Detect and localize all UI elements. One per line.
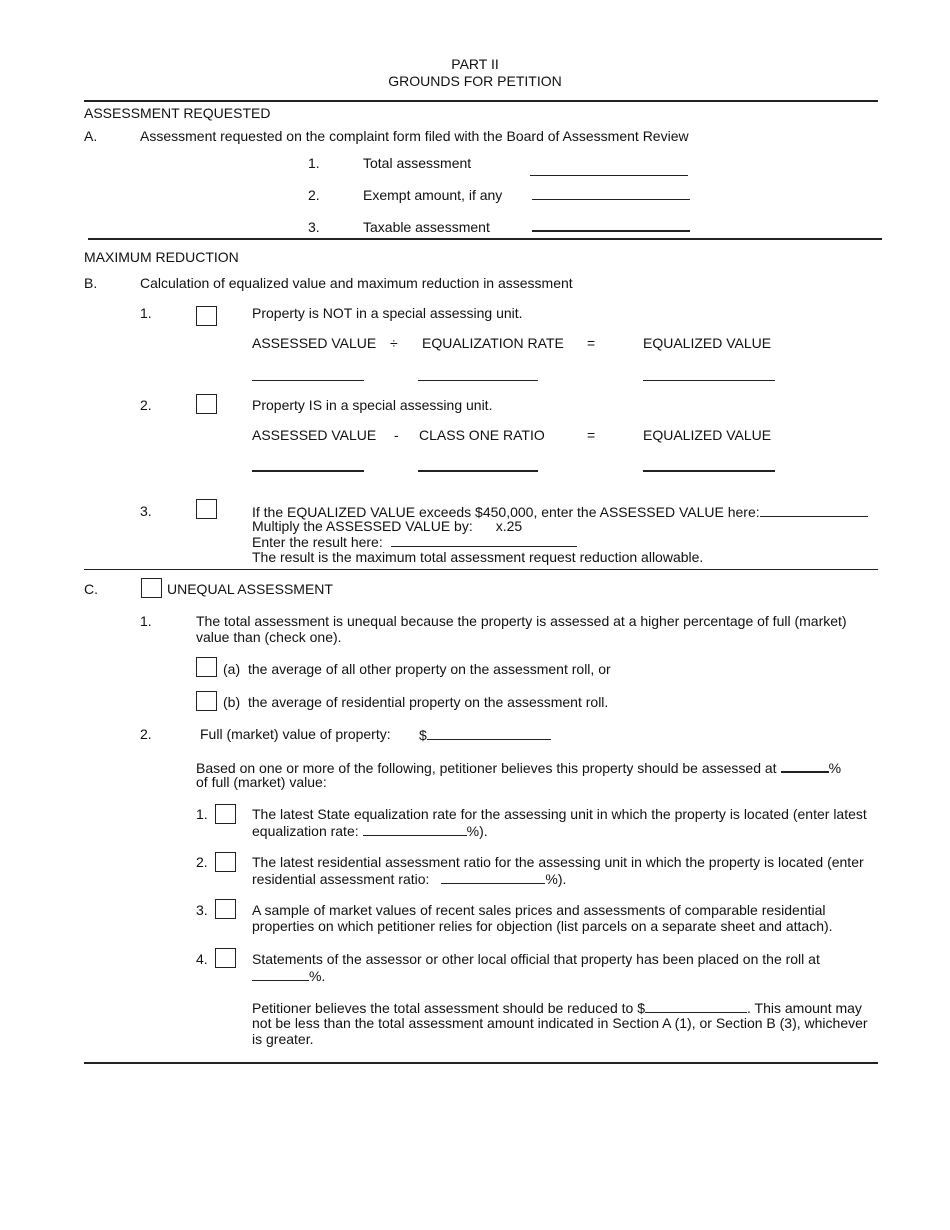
full-market-value-label: Full (market) value of property:: [200, 726, 391, 742]
b2-class-one-ratio-label: CLASS ONE RATIO: [419, 427, 545, 443]
full-market-value-field[interactable]: [427, 726, 551, 740]
page-title: GROUNDS FOR PETITION: [388, 73, 562, 89]
market-sample-checkbox[interactable]: [215, 899, 236, 919]
b1-equalized-value-field[interactable]: [643, 380, 775, 381]
section-c-letter: C.: [84, 581, 98, 597]
b3-result-text: Enter the result here:: [252, 534, 383, 550]
sub-item-1-suffix: %).: [466, 823, 488, 839]
is-special-unit-checkbox[interactable]: [196, 394, 217, 414]
sub-item-3-line-2: properties on which petitioner relies for objection (list parcels on a separate sheet and attach).: [252, 918, 833, 934]
conclusion-line-2: not be less than the total assessment amount indicated in Section A (1), or Section B (3), whichever: [252, 1015, 868, 1031]
section-a-item-3-num: 3.: [308, 219, 320, 235]
b1-assessed-value-field[interactable]: [252, 380, 364, 381]
section-b-letter: B.: [84, 275, 98, 291]
b1-equals-operator: =: [587, 335, 596, 351]
state-equalization-rate-checkbox[interactable]: [215, 804, 236, 824]
conclusion-line-1: [252, 999, 862, 1016]
taxable-assessment-field[interactable]: [532, 230, 690, 232]
b3-result-field[interactable]: [391, 533, 577, 547]
section-a-item-1-num: 1.: [308, 155, 320, 171]
b3-assessed-value-field[interactable]: [760, 503, 868, 517]
section-b-heading: MAXIMUM REDUCTION: [84, 249, 239, 265]
b1-equalized-value-label: EQUALIZED VALUE: [643, 335, 772, 351]
b1-equalization-rate-label: EQUALIZATION RATE: [422, 335, 564, 351]
sub-item-4-suffix: %.: [309, 968, 326, 984]
option-a-text: the average of all other property on the assessment roll, or: [248, 661, 611, 677]
reduced-assessment-field[interactable]: [645, 999, 747, 1013]
conclusion-suffix: . This amount may: [747, 1000, 862, 1016]
dollar-sign: $: [419, 727, 427, 743]
divider: [84, 1062, 878, 1064]
assessed-percent-field[interactable]: [781, 758, 829, 773]
section-c-heading: UNEQUAL ASSESSMENT: [167, 581, 333, 597]
b3-line-1-text: If the EQUALIZED VALUE exceeds $450,000, enter the ASSESSED VALUE here:: [252, 504, 760, 520]
sub-item-1-prefix: equalization rate:: [252, 823, 359, 839]
b2-equalized-value-field[interactable]: [643, 470, 775, 472]
sub-item-2-suffix: %).: [545, 871, 567, 887]
sub-item-4-line-1: Statements of the assessor or other local official that property has been placed on the roll at: [252, 951, 820, 967]
b-item-2-text: Property IS in a special assessing unit.: [252, 397, 493, 413]
b3-line-3: [252, 533, 577, 550]
b3-line-2: [252, 518, 522, 534]
based-on-line-2: of full (market) value:: [196, 774, 327, 790]
option-a-label: (a): [223, 661, 241, 677]
b1-divide-operator: ÷: [390, 335, 398, 351]
b2-assessed-value-label: ASSESSED VALUE: [252, 427, 377, 443]
sub-item-1-num: 1.: [196, 806, 208, 822]
section-a-item-2-num: 2.: [308, 187, 320, 203]
full-market-value-line: [419, 726, 551, 743]
section-a-item-3-label: Taxable assessment: [363, 219, 490, 235]
c-item-1-text: The total assessment is unequal because the property is assessed at a higher percentage of full (market) value than (check one).: [196, 613, 847, 645]
sub-item-3-line-1: A sample of market values of recent sales prices and assessments of comparable residential: [252, 902, 826, 918]
b1-assessed-value-label: ASSESSED VALUE: [252, 335, 377, 351]
sub-item-2-num: 2.: [196, 854, 208, 870]
sub-item-1-line-1: The latest State equalization rate for the assessing unit in which the property is located (enter latest: [252, 806, 867, 822]
b3-line-4: The result is the maximum total assessment request reduction allowable.: [252, 549, 704, 565]
section-b-description: Calculation of equalized value and maximum reduction in assessment: [140, 275, 573, 291]
b2-equalized-value-label: EQUALIZED VALUE: [643, 427, 772, 443]
b3-multiply-text: Multiply the ASSESSED VALUE by:: [252, 518, 473, 534]
residential-ratio-checkbox[interactable]: [215, 852, 236, 872]
residential-ratio-field[interactable]: [441, 870, 545, 884]
section-a-letter: A.: [84, 128, 98, 144]
divider: [84, 569, 878, 570]
option-b-label: (b): [223, 694, 241, 710]
unequal-assessment-checkbox[interactable]: [141, 578, 162, 598]
sub-item-2-line-2: [252, 870, 566, 887]
section-a-description: Assessment requested on the complaint form filed with the Board of Assessment Review: [140, 128, 689, 144]
b-item-1-text: Property is NOT in a special assessing unit.: [252, 305, 523, 321]
sub-item-4-num: 4.: [196, 951, 208, 967]
option-a-checkbox[interactable]: [196, 657, 217, 677]
b-item-1-num: 1.: [140, 305, 152, 321]
based-on-text: Based on one or more of the following, petitioner believes this property should be assessed at: [196, 760, 777, 776]
section-a-item-1-label: Total assessment: [363, 155, 472, 171]
exempt-amount-field[interactable]: [532, 199, 690, 200]
divider: [88, 238, 882, 240]
section-a-item-2-label: Exempt amount, if any: [363, 187, 503, 203]
checkbox-edge-mark: [216, 693, 217, 710]
sub-item-2-line-1: The latest residential assessment ratio for the assessing unit in which the property is located (enter: [252, 854, 864, 870]
b2-class-one-ratio-field[interactable]: [418, 470, 538, 472]
part-label: PART II: [451, 56, 499, 72]
checkbox-edge-mark: [216, 659, 217, 676]
b-item-2-num: 2.: [140, 397, 152, 413]
option-b-checkbox[interactable]: [196, 691, 217, 711]
b2-equals-operator: =: [587, 427, 596, 443]
option-b-text: the average of residential property on the assessment roll.: [248, 694, 609, 710]
sub-item-3-num: 3.: [196, 902, 208, 918]
conclusion-line-3: is greater.: [252, 1031, 314, 1047]
c-item-1-num: 1.: [140, 613, 152, 629]
divider: [84, 100, 878, 102]
b2-minus-operator: -: [394, 427, 399, 443]
total-assessment-field[interactable]: [530, 175, 688, 176]
b-item-3-num: 3.: [140, 503, 152, 519]
conclusion-prefix: Petitioner believes the total assessment should be reduced to $: [252, 1000, 646, 1016]
b2-assessed-value-field[interactable]: [252, 470, 364, 472]
percent-sign: %: [828, 760, 842, 776]
sub-item-2-prefix: residential assessment ratio:: [252, 871, 430, 887]
equalization-rate-field[interactable]: [363, 822, 467, 836]
not-special-unit-checkbox[interactable]: [196, 306, 217, 326]
b3-multiplier: x.25: [495, 518, 523, 534]
sub-item-4-line-2: [252, 967, 325, 984]
section-a-heading: ASSESSMENT REQUESTED: [84, 105, 271, 121]
roll-percent-field[interactable]: [252, 967, 309, 981]
sub-item-1-line-2: [252, 822, 488, 839]
b1-equalization-rate-field[interactable]: [418, 380, 538, 381]
exceeds-threshold-checkbox[interactable]: [196, 499, 217, 519]
c-item-2-num: 2.: [140, 726, 152, 742]
assessor-statement-checkbox[interactable]: [215, 948, 236, 968]
